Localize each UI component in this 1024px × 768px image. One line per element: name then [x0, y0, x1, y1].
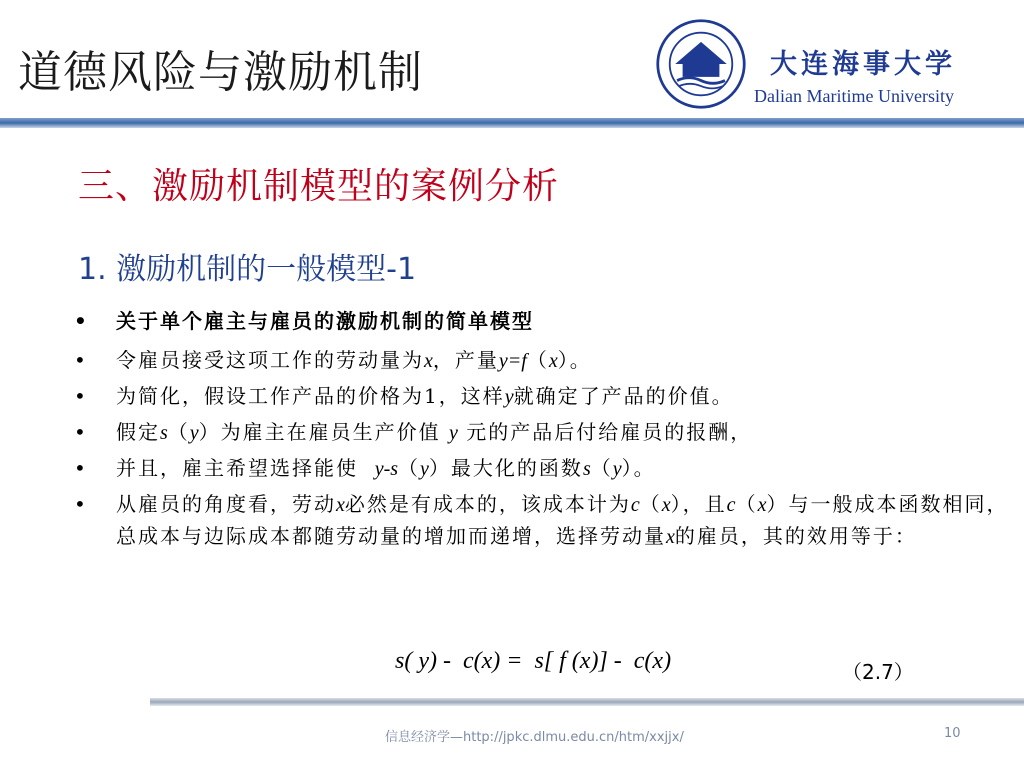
page-number: 10: [944, 726, 961, 741]
bullet-employee-cost: • 从雇员的角度看，劳动x必然是有成本的，该成本计为c（x），且c（x）与一般成本函数相同，总成本与边际成本都随劳动量的增加而递增，选择劳动量x的雇员，其的效用等于：: [72, 489, 1012, 553]
bullet-payment-function: • 假定s（y）为雇主在雇员生产价值 y 元的产品后付给雇员的报酬，: [72, 417, 1012, 449]
footer-course-url: 信息经济学—http://jpkc.dlmu.edu.cn/htm/xxjjx/: [385, 730, 684, 745]
utility-equation: s( y) - c(x) = s[ f (x)] - c(x): [395, 648, 672, 674]
footer-divider: [150, 698, 1024, 706]
section-title: 三、激励机制模型的案例分析: [78, 166, 560, 207]
bullet-labor-output: • 令雇员接受这项工作的劳动量为x，产量y=f（x）。: [72, 345, 1012, 377]
subsection-title: 1. 激励机制的一般模型-1: [78, 252, 417, 287]
university-name-cn: 大连海事大学: [770, 49, 956, 80]
slide-title: 道德风险与激励机制: [18, 47, 423, 98]
university-name-en: Dalian Maritime University: [754, 86, 954, 106]
bullet-list: [72, 306, 1012, 557]
bullet-model-intro: • 关于单个雇主与雇员的激励机制的简单模型: [72, 306, 1012, 337]
bullet-employer-objective: • 并且，雇主希望选择能使 y-s（y）最大化的函数s（y）。: [72, 453, 1012, 485]
header-divider: [0, 118, 1024, 128]
equation-number: （2.7）: [842, 660, 914, 684]
bullet-price-simplification: • 为简化，假设工作产品的价格为1，这样y就确定了产品的价值。: [72, 381, 1012, 413]
university-seal-icon: [655, 18, 747, 110]
